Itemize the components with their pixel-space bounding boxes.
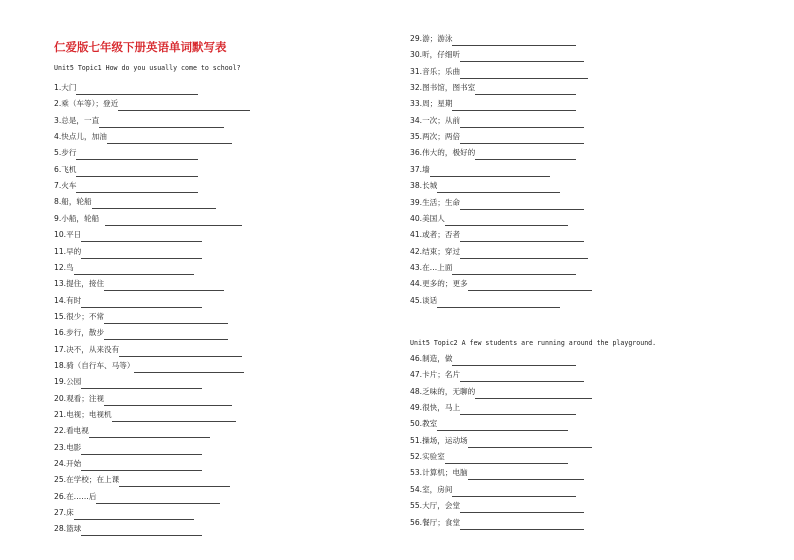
vocab-item [410,366,584,382]
vocab-prompt: 38.长城 [410,181,438,191]
vocab-prompt: 19.公园 [54,377,82,387]
answer-blank-line[interactable] [460,404,576,415]
vocab-item [54,373,202,389]
vocab-prompt: 37.墙 [410,164,430,174]
vocab-item [54,112,224,128]
vocab-prompt: 31.音乐；乐曲 [410,66,461,76]
answer-blank-line[interactable] [460,231,584,242]
vocab-item [410,144,576,160]
answer-blank-line[interactable] [134,362,244,373]
vocab-item [410,275,592,291]
vocab-item [54,161,198,177]
answer-blank-line[interactable] [76,149,198,160]
answer-blank-line[interactable] [437,182,560,193]
vocab-item [54,128,232,144]
vocab-prompt: 16.步行，散步 [54,328,105,338]
vocab-prompt: 24.开始 [54,459,82,469]
answer-blank-line[interactable] [81,231,202,242]
vocab-item [410,46,584,62]
answer-blank-line[interactable] [468,469,584,480]
vocab-prompt: 53.计算机；电脑 [410,468,468,478]
vocab-prompt: 32.图书馆，图书室 [410,83,476,93]
vocab-prompt: 47.卡片；名片 [410,370,461,380]
vocab-item [54,422,210,438]
vocab-item [54,357,244,373]
answer-blank-line[interactable] [96,493,220,504]
answer-blank-line[interactable] [81,460,202,471]
answer-blank-line[interactable] [460,51,584,62]
answer-blank-line[interactable] [445,215,568,226]
vocab-item [54,520,202,536]
answer-blank-line[interactable] [437,297,560,308]
answer-blank-line[interactable] [437,420,568,431]
vocab-item [54,177,198,193]
answer-blank-line[interactable] [76,166,198,177]
answer-blank-line[interactable] [460,117,584,128]
answer-blank-line[interactable] [460,199,584,210]
vocab-prompt: 11.早的 [54,246,82,256]
vocab-item [410,432,592,448]
answer-blank-line[interactable] [452,355,576,366]
answer-blank-line[interactable] [468,437,592,448]
vocab-prompt: 35.两次；两倍 [410,132,461,142]
vocab-prompt: 49.很快，马上 [410,403,461,413]
answer-blank-line[interactable] [460,68,588,79]
vocab-prompt: 43.在…上面 [410,262,453,272]
topic2-heading: Unit5 Topic2 A few students are running around the playground. [410,339,657,347]
vocab-prompt: 13.提住，接住 [54,279,105,289]
vocab-item [54,275,224,291]
answer-blank-line[interactable] [104,395,232,406]
vocab-prompt: 30.听，仔细听 [410,50,461,60]
topic1-heading: Unit5 Topic1 How do you usually come to school? [54,64,241,72]
vocab-prompt: 34.一次；从前 [410,115,461,125]
vocab-prompt: 22.看电视 [54,426,89,436]
vocab-prompt: 1.大门 [54,83,77,92]
answer-blank-line[interactable] [92,198,216,209]
answer-blank-line[interactable] [74,264,194,275]
page-title: 仁爱版七年级下册英语单词默写表 [54,40,227,54]
vocab-item [410,30,576,46]
vocab-item [410,259,576,275]
vocab-prompt: 14.有时 [54,295,82,305]
answer-blank-line[interactable] [119,346,242,357]
answer-blank-line[interactable] [81,378,202,389]
vocab-prompt: 26.在……后 [54,491,97,501]
vocab-item [54,292,202,308]
answer-blank-line[interactable] [99,117,224,128]
vocab-item [410,79,576,95]
vocab-item [54,95,250,111]
vocab-prompt: 2.乘（车等）；登近 [54,99,119,109]
vocab-prompt: 20.观看；注视 [54,393,105,403]
vocab-prompt: 55.大厅，会堂 [410,501,461,511]
vocab-item [54,488,220,504]
vocab-prompt: 3.总是，一直 [54,115,100,125]
vocab-item [410,128,584,144]
vocab-item [410,383,592,399]
vocab-prompt: 9.小船，轮船 [54,213,100,223]
vocab-prompt: 18.骑（自行车、马等） [54,360,135,370]
vocab-item [410,243,588,259]
vocab-item [54,439,202,455]
vocab-item [54,79,198,95]
vocab-item [410,112,584,128]
vocab-prompt: 15.很少；不常 [54,311,105,321]
vocab-item [410,292,560,308]
vocab-item [54,210,242,226]
vocab-item [54,308,228,324]
answer-blank-line[interactable] [81,248,202,259]
vocab-prompt: 45.谈话 [410,295,438,305]
vocab-prompt: 6.飞机 [54,164,77,174]
vocab-item [54,324,228,340]
answer-blank-line[interactable] [76,182,198,193]
answer-blank-line[interactable] [81,525,202,536]
answer-blank-line[interactable] [460,519,584,530]
vocab-prompt: 21.电视；电视机 [54,410,112,419]
answer-blank-line[interactable] [475,149,576,160]
vocab-prompt: 46.制造，做 [410,354,453,363]
vocab-prompt: 29.游；游泳 [410,34,453,43]
vocab-item [54,471,230,487]
vocab-prompt: 33.周；星期 [410,99,453,109]
answer-blank-line[interactable] [460,248,588,259]
answer-blank-line[interactable] [460,502,584,513]
vocab-prompt: 54.室，房间 [410,484,453,494]
answer-blank-line[interactable] [104,329,228,340]
vocab-prompt: 41.或者；否者 [410,230,461,240]
vocab-prompt: 17.决不，从来没有 [54,344,120,354]
vocab-prompt: 48.乏味的，无聊的 [410,386,476,396]
answer-blank-line[interactable] [112,411,236,422]
answer-blank-line[interactable] [119,476,230,487]
vocab-prompt: 40.美国人 [410,213,445,223]
vocab-prompt: 52.实验室 [410,452,445,462]
answer-blank-line[interactable] [460,371,584,382]
vocab-prompt: 42.结束；穿过 [410,246,461,256]
vocab-item [54,504,194,520]
vocab-item [410,464,584,480]
answer-blank-line[interactable] [475,84,576,95]
vocab-item [410,161,550,177]
answer-blank-line[interactable] [76,84,198,95]
vocab-item [410,350,576,366]
vocab-prompt: 23.电影 [54,442,82,452]
answer-blank-line[interactable] [104,280,224,291]
answer-blank-line[interactable] [460,133,584,144]
vocab-prompt: 10.平日 [54,230,82,240]
vocab-item [410,481,576,497]
vocab-item [54,455,202,471]
answer-blank-line[interactable] [89,427,210,438]
vocab-item [410,194,584,210]
vocab-prompt: 27.床 [54,508,74,518]
vocab-item [410,497,584,513]
vocab-item [54,390,232,406]
vocab-prompt: 7.火车 [54,181,77,191]
vocab-item [54,226,202,242]
answer-blank-line[interactable] [452,264,576,275]
vocab-prompt: 39.生活；生命 [410,197,461,207]
answer-blank-line[interactable] [118,100,250,111]
vocab-item [410,399,576,415]
vocab-item [410,177,560,193]
vocab-item [54,243,202,259]
vocab-item [54,259,194,275]
answer-blank-line[interactable] [452,100,576,111]
answer-blank-line[interactable] [81,444,202,455]
vocab-prompt: 50.教室 [410,419,438,429]
vocab-item [410,63,588,79]
answer-blank-line[interactable] [445,453,568,464]
answer-blank-line[interactable] [74,509,194,520]
answer-blank-line[interactable] [107,133,232,144]
vocab-item [54,144,198,160]
vocab-item [410,448,568,464]
answer-blank-line[interactable] [452,35,576,46]
vocab-prompt: 36.伟大的，极好的 [410,148,476,158]
vocab-prompt: 4.快点儿，加油 [54,132,107,142]
vocab-prompt: 12.鸟 [54,262,74,272]
answer-blank-line[interactable] [81,297,202,308]
vocab-prompt: 25.在学校；在上课 [54,475,120,485]
vocab-prompt: 56.餐厅；食堂 [410,517,461,527]
answer-blank-line[interactable] [105,215,242,226]
answer-blank-line[interactable] [475,388,592,399]
vocab-prompt: 8.船，轮船 [54,197,92,207]
vocab-prompt: 44.更多的；更多 [410,279,468,289]
vocab-item [410,514,584,530]
vocab-item [410,210,568,226]
answer-blank-line[interactable] [468,280,592,291]
vocab-prompt: 5.步行 [54,148,77,158]
vocab-item [54,341,242,357]
vocab-prompt: 28.篮球 [54,524,82,534]
answer-blank-line[interactable] [452,486,576,497]
vocab-item [410,226,584,242]
vocab-item [54,406,236,422]
vocab-item [410,95,576,111]
vocab-item [54,193,216,209]
vocab-prompt: 51.操场，运动场 [410,435,468,445]
answer-blank-line[interactable] [104,313,228,324]
vocab-item [410,415,568,431]
answer-blank-line[interactable] [430,166,550,177]
